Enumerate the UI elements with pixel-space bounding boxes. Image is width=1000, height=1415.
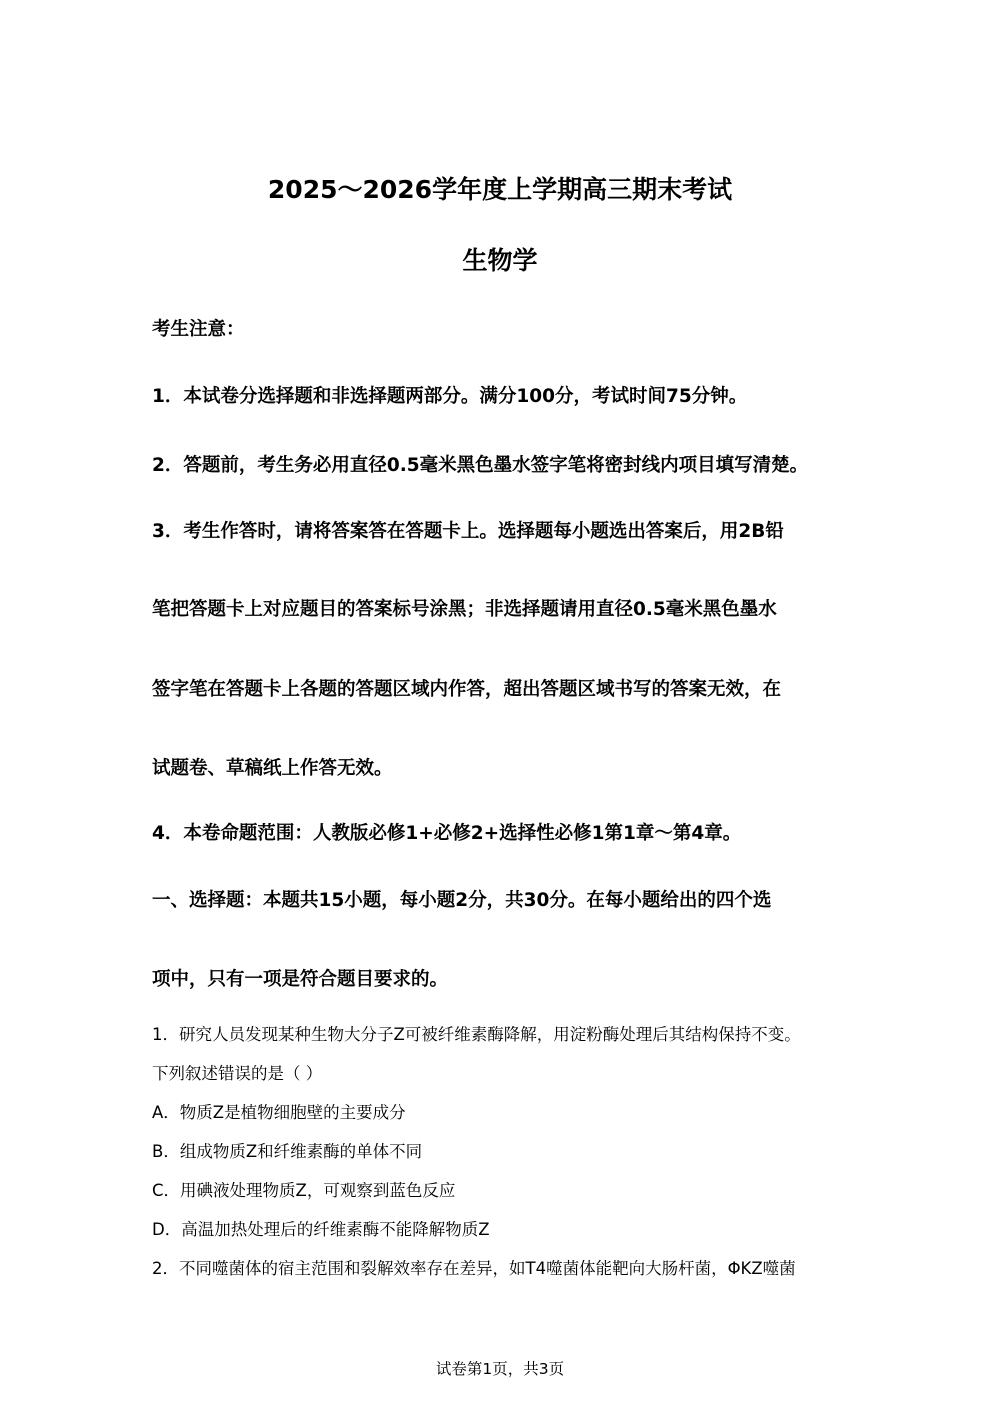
question-option: D．高温加热处理后的纤维素酶不能降解物质Z: [152, 1220, 490, 1239]
subject-title: 生物学: [462, 246, 538, 275]
notice-heading: 考生注意：: [152, 319, 245, 340]
notice-item: 3．考生作答时，请将答案答在答题卡上。选择题每小题选出答案后，用2B铅: [152, 521, 784, 542]
question-option: B．组成物质Z和纤维素酶的单体不同: [152, 1142, 423, 1161]
page-footer: 试卷第1页，共3页: [435, 1360, 565, 1378]
exam-title: 2025～2026学年度上学期高三期末考试: [267, 175, 733, 204]
question-option: A．物质Z是植物细胞壁的主要成分: [152, 1103, 406, 1122]
notice-item: 4．本卷命题范围：人教版必修1+必修2+选择性必修1第1章～第4章。: [152, 823, 742, 844]
question-stem: 2．不同噬菌体的宿主范围和裂解效率存在差异，如T4噬菌体能靶向大肠杆菌，ΦKZ噬菌: [152, 1259, 796, 1278]
section-heading: 项中，只有一项是符合题目要求的。: [152, 969, 449, 990]
notice-item: 2．答题前，考生务必用直径0.5毫米黑色墨水签字笔将密封线内项目填写清楚。: [152, 455, 809, 476]
section-heading: 一、选择题：本题共15小题，每小题2分，共30分。在每小题给出的四个选: [152, 890, 772, 911]
notice-item: 试题卷、草稿纸上作答无效。: [152, 758, 393, 779]
question-option: C．用碘液处理物质Z，可观察到蓝色反应: [152, 1181, 456, 1200]
notice-item: 1．本试卷分选择题和非选择题两部分。满分100分，考试时间75分钟。: [152, 386, 748, 407]
question-stem: 1．研究人员发现某种生物大分子Z可被纤维素酶降解，用淀粉酶处理后其结构保持不变。: [152, 1025, 801, 1044]
question-stem: 下列叙述错误的是（ ）: [152, 1064, 323, 1083]
notice-item: 笔把答题卡上对应题目的答案标号涂黑；非选择题请用直径0.5毫米黑色墨水: [152, 599, 777, 620]
notice-item: 签字笔在答题卡上各题的答题区域内作答，超出答题区域书写的答案无效，在: [152, 679, 782, 700]
